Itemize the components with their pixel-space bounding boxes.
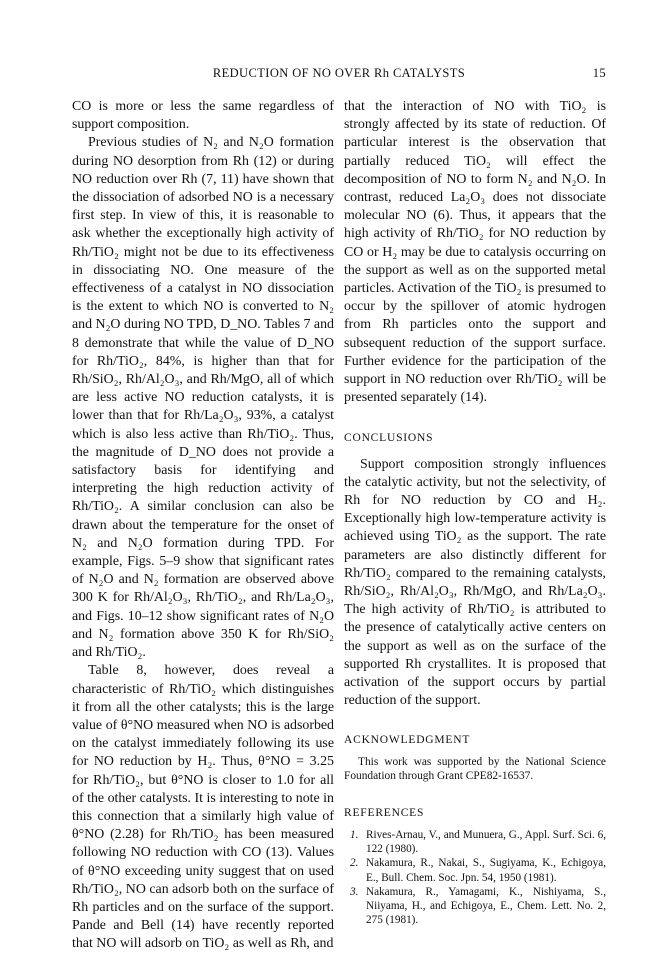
left-paragraph-2: Previous studies of N₂ and N₂O formation during NO desorption from Rh (12) or during NO reduction over Rh (7, 11) have shown that the dissociation of adsorbed NO is a necessary first step. In view of this, it is reasonable to ask whether the exceptionally high activity of Rh/TiO₂ might not be due to its effectiveness in dissociating NO. One measure of the effectiveness of a catalyst in NO dissociation is the extent to which NO is converted to N₂ and N₂O during NO TPD, D_NO. Tables 7 and 8 demonstrate that while the value of D_NO for Rh/TiO₂, 84%, is higher than that for Rh/SiO₂, Rh/Al₂O₃, and Rh/MgO, all of which are less active NO reduction catalysts, it is lower than that for Rh/La₂O₃, 93%, a catalyst which is also less active than Rh/TiO₂. Thus, the magnitude of D_NO does not provide a satisfactory basis for identifying and interpreting the high reduction activity of Rh/TiO₂. A similar conclusion can also be drawn about the temperature for the onset of N₂ and N₂O formation during TPD. For example, Figs. 5–9 show that significant rates of N₂O and N₂ formation are observed above 300 K for Rh/Al₂O₃, Rh/TiO₂, and Rh/La₂O₃, and Figs. 10–12 show significant rates of N₂O and N₂ formation above 350 K for Rh/SiO₂ and Rh/TiO₂. [72, 135, 334, 661]
reference-number: 1. [350, 828, 359, 841]
reference-text: Nakamura, R., Nakai, S., Sugiyama, K., Echigoya, E., Bull. Chem. Soc. Jpn. 54, 1950 (1981). [366, 857, 606, 884]
left-paragraph-1: CO is more or less the same regardless of support composition. [72, 99, 334, 133]
reference-text: Rives-Arnau, V., and Munuera, G., Appl. Surf. Sci. 6, 122 (1980). [366, 828, 606, 856]
conclusions-heading: CONCLUSIONS [344, 432, 434, 445]
references-heading: REFERENCES [344, 806, 425, 819]
acknowledgment-text: This work was supported by the National Science Foundation through Grant CPE82-16537. [344, 755, 606, 783]
reference-text: Nakamura, R., Yamagami, K., Nishiyama, S., Niiyama, H., and Echigoya, E., Chem. Lett. No. 2, 275 (1981). [366, 885, 606, 927]
conclusions-text: Support composition strongly influences the catalytic activity, but not the selectivity, of Rh for NO reduction by CO and H₂. Exceptionally high low-temperature activity is achieved using TiO₂ as the support. The rate parameters are also distinctly different for Rh/TiO₂ compared to the remaining catalysts, Rh/SiO₂, Rh/Al₂O₃, Rh/MgO, and Rh/La₂O₃. The high activity of Rh/TiO₂ is attributed to the presence of catalytically active centers on the support as well as on the surface of the supported Rh crystallites. It is proposed that activation of the support occurs by partial reduction of the support. [344, 456, 606, 709]
running-header [72, 66, 606, 81]
right-column [344, 98, 606, 927]
reference-item [344, 856, 606, 884]
running-title: REDUCTION OF NO OVER Rh CATALYSTS [212, 66, 466, 80]
acknowledgment-heading: ACKNOWLEDGMENT [344, 733, 471, 746]
left-column [72, 98, 334, 954]
page-number: 15 [592, 66, 606, 80]
reference-number: 3. [350, 885, 359, 898]
right-paragraph-1: that the interaction of NO with TiO₂ is strongly affected by its state of reduction. Of particular interest is the observation that partially reduced TiO₂ will effect the decomposition of NO to form N₂ and N₂O. In contrast, reduced La₂O₃ does not dissociate molecular NO (6). Thus, it appears that the high activity of Rh/TiO₂ for NO reduction by CO or H₂ may be due to catalysis occurring on the support as well as on the supported metal particles. Activation of the TiO₂ is presumed to occur by the spillover of atomic hydrogen from Rh particles onto the support and subsequent reduction of the support surface. Further evidence for the participation of the support in NO reduction over Rh/TiO₂ will be presented separately (14). [344, 99, 606, 406]
reference-item [344, 828, 606, 856]
reference-item [344, 885, 606, 928]
references-list [344, 828, 606, 927]
left-paragraph-3: Table 8, however, does reveal a characteristic of Rh/TiO₂ which distinguishes it from all the other catalysts; this is the large value of θ°NO measured when NO is adsorbed on the catalyst immediately following its use for NO reduction by H₂. Thus, θ°NO = 3.25 for Rh/TiO₂, but θ°NO is closer to 1.0 for all of the other catalysts. It is interesting to note in this connection that a similarly high value of θ°NO (2.28) for Rh/TiO₂ has been measured following NO reduction with CO (13). Values of θ°NO exceeding unity suggest that on used Rh/TiO₂, NO can adsorb both on the surface of Rh particles and on the surface of the support. Pande and Bell (14) have recently reported that NO will adsorb on TiO₂ as well as Rh, and [72, 663, 334, 952]
reference-number: 2. [350, 857, 359, 870]
